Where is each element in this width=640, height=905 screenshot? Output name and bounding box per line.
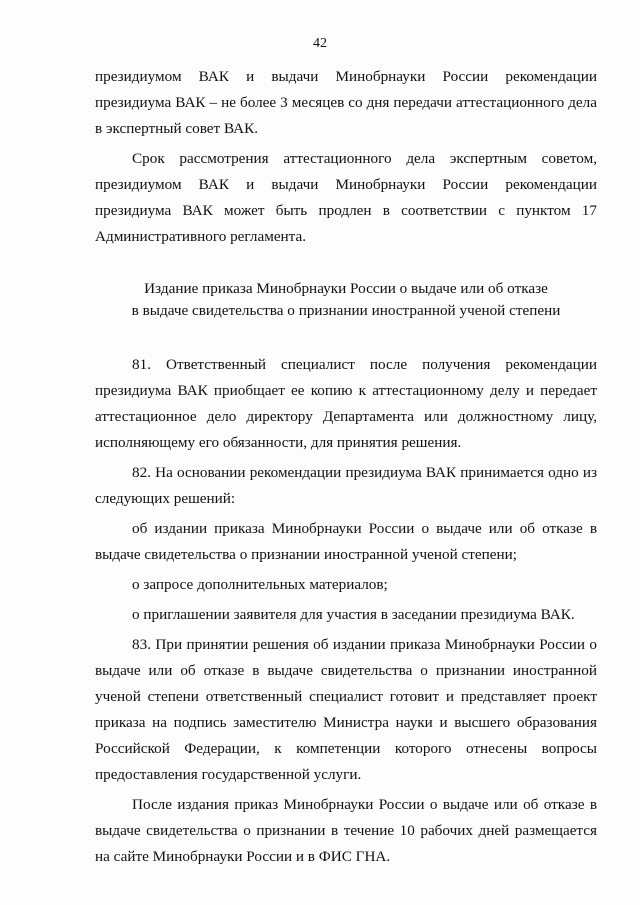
list-item-decision-invite: о приглашении заявителя для участия в заседании президиума ВАК. [132,606,575,623]
section-heading [95,278,597,322]
section-heading-line-1: Издание приказа Минобрнауки России о выдаче или об отказе [144,280,548,297]
list-item-decision-order: об издании приказа Минобрнауки России о выдаче или об отказе в выдаче свидетельства о признании иностранной ученой степени; [95,520,597,563]
list-item-decision-request: о запросе дополнительных материалов; [132,576,388,593]
section-heading-line-2: в выдаче свидетельства о признании иностранной ученой степени [131,302,561,319]
page-number: 42 [313,36,327,51]
paragraph-81: 81. Ответственный специалист после получения рекомендации президиума ВАК приобщает ее копию к аттестационному делу и передает аттестационное дело директору Департамента или должностному лицу, исполняющему его обязанности, для принятия решения. [95,356,597,451]
paragraph-publication: После издания приказ Минобрнауки России о выдаче или об отказе в выдаче свидетельства о признании в течение 10 рабочих дней размещается на сайте Минобрнауки России и в ФИС ГНА. [95,796,597,865]
paragraph-continuation: президиумом ВАК и выдачи Минобрнауки России рекомендации президиума ВАК – не более 3 месяцев со дня передачи аттестационного дела в экспертный совет ВАК. [95,68,597,137]
paragraph-82: 82. На основании рекомендации президиума ВАК принимается одно из следующих решений: [95,464,597,507]
paragraph-term-extension: Срок рассмотрения аттестационного дела экспертным советом, президиумом ВАК и выдачи Минобрнауки России рекомендации президиума ВАК может быть продлен в соответствии с пунктом 17 Административного регламента. [95,150,597,245]
document-body [95,64,597,870]
paragraph-83: 83. При принятии решения об издании приказа Минобрнауки России о выдаче или об отказе в выдаче свидетельства о признании иностранной ученой степени ответственный специалист готовит и представляет проект приказа на подпись заместителю Министра науки и высшего образования Российской Федерации, к компетенции которого отнесены вопросы предоставления государственной услуги. [95,636,597,783]
